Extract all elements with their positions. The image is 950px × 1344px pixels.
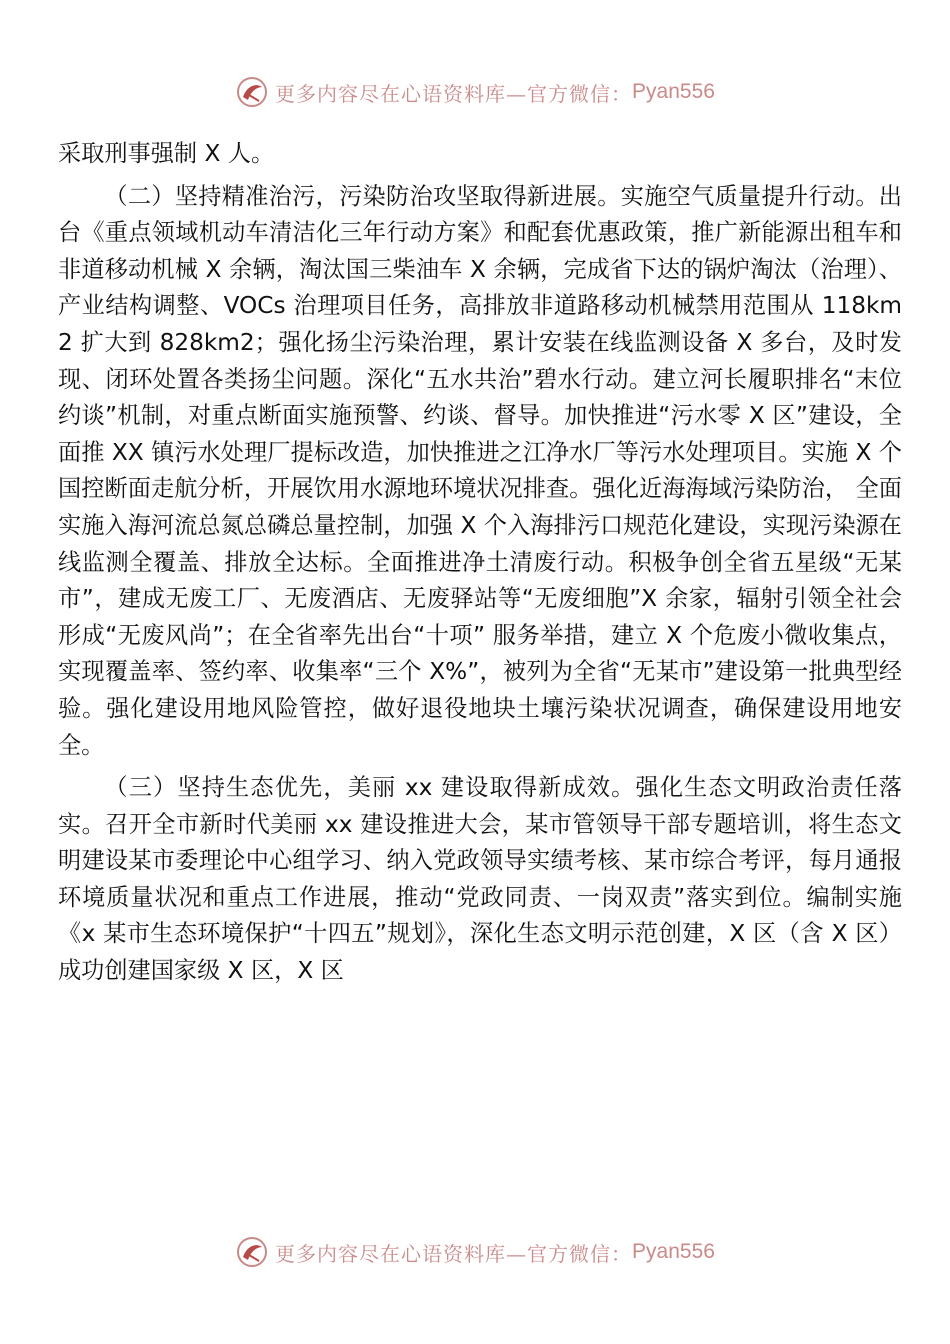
- footer-watermark-code: Pyan556: [632, 1240, 715, 1263]
- header-watermark-banner: [0, 70, 950, 114]
- paragraph-section-3: （三）坚持生态优先，美丽 xx 建设取得新成效。强化生态文明政治责任落实。召开全市新时代美丽 xx 建设推进大会，某市管领导干部专题培训，将生态文明建设某市委理论中心组学习、纳入党政领导实绩考核、某市综合考评，每月通报环境质量状况和重点工作进展，推动“党政同责、一岗双责”落实到位。编制实施《x 某市生态环境保护“十四五”规划》，深化生态文明示范创建，X 区（含 X 区）成功创建国家级 X 区，X 区: [58, 774, 902, 985]
- footer-watermark-text: 更多内容尽在心语资料库—官方微信：: [275, 1241, 633, 1266]
- document-body: [58, 136, 902, 990]
- footer-watermark-banner: [0, 1230, 950, 1274]
- header-watermark-code: Pyan556: [632, 80, 715, 103]
- watermark-logo-icon: [235, 75, 269, 109]
- paragraph-section-2: （二）坚持精准治污，污染防治攻坚取得新进展。实施空气质量提升行动。出台《重点领域机动车清洁化三年行动方案》和配套优惠政策，推广新能源出租车和非道移动机械 X 余辆，淘汰国三柴油车 X 余辆，完成省下达的锅炉淘汰（治理）、产业结构调整、VOCs 治理项目任务，高排放非道路移动机械禁用范围从 118km2 扩大到 828km2；强化扬尘污染治理，累计安装在线监测设备 X 多台，及时发现、闭环处置各类扬尘问题。深化“五水共治”碧水行动。建立河长履职排名“末位约谈”机制，对重点断面实施预警、约谈、督导。加快推进“污水零 X 区”建设，全面推 XX 镇污水处理厂提标改造，加快推进之江净水厂等污水处理项目。实施 X 个国控断面走航分析，开展饮用水源地环境状况排查。强化近海海域污染防治， 全面实施入海河流总氮总磷总量控制，加强 X 个入海排污口规范化建设，实现污染源在线监测全覆盖、排放全达标。全面推进净土清废行动。积极争创全省五星级“无某市”，建成无废工厂、无废酒店、无废驿站等“无废细胞”X 余家，辐射引领全社会形成“无废风尚”；在全省率先出台“十项” 服务举措，建立 X 个危废小微收集点，实现覆盖率、签约率、收集率“三个 X%”，被列为全省“无某市”建设第一批典型经验。强化建设用地风险管控，做好退役地块土壤污染状况调查，确保建设用地安全。: [58, 182, 902, 759]
- paragraph-continuation: 采取刑事强制 X 人。: [58, 140, 275, 167]
- watermark-logo-icon: [235, 1235, 269, 1269]
- header-watermark-text: 更多内容尽在心语资料库—官方微信：: [275, 81, 633, 106]
